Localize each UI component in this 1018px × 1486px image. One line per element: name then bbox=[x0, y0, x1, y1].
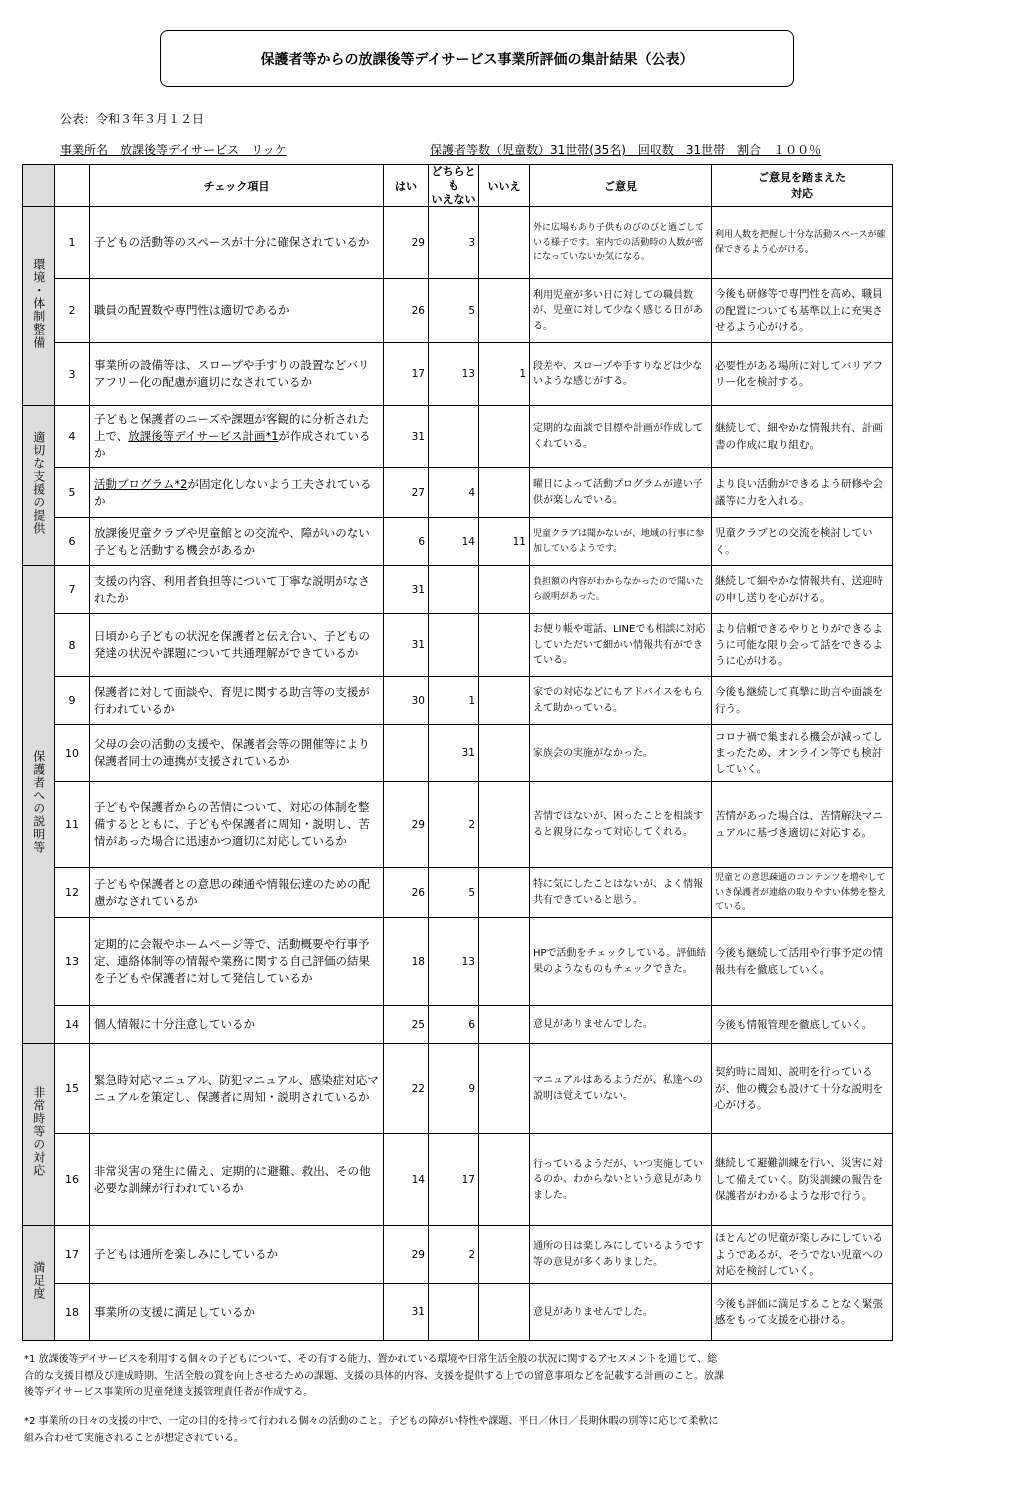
check-item: 職員の配置数や専門性は適切であるか bbox=[90, 279, 384, 343]
response: 継続して細やかな情報共有、送迎時の申し送りを心がける。 bbox=[712, 566, 893, 614]
row-number: 16 bbox=[55, 1134, 90, 1226]
no-count bbox=[479, 1284, 530, 1341]
publish-date: 公表：令和３年３月１２日 bbox=[60, 112, 205, 126]
neither-count bbox=[429, 614, 479, 677]
yes-count: 29 bbox=[384, 207, 429, 279]
no-count bbox=[479, 868, 530, 918]
check-item: 保護者に対して面談や、育児に関する助言等の支援が行われているか bbox=[90, 677, 384, 725]
check-item: 子どもは通所を楽しみにしているか bbox=[90, 1226, 384, 1284]
check-item: 緊急時対応マニュアル、防犯マニュアル、感染症対応マニュアルを策定し、保護者に周知・説明されているか bbox=[90, 1044, 384, 1134]
check-item: 非常災害の発生に備え、定期的に避難、救出、その他必要な訓練が行われているか bbox=[90, 1134, 384, 1226]
opinion: 意見がありませんでした。 bbox=[530, 1006, 712, 1044]
header-neither-line1: どちらとも bbox=[431, 165, 476, 192]
header-no: いいえ bbox=[479, 165, 530, 207]
check-item: 支援の内容、利用者負担等について丁寧な説明がなされたか bbox=[90, 566, 384, 614]
table-row bbox=[23, 677, 893, 725]
neither-count: 9 bbox=[429, 1044, 479, 1134]
row-number: 10 bbox=[55, 725, 90, 782]
footnote-2: *2 事業所の日々の支援の中で、一定の目的を持って行われる個々の活動のこと。子どもの障がい特性や課題、平日／休日／長期休暇の別等に応じて柔軟に組み合わせて実施されることが想定されている。 bbox=[24, 1416, 719, 1444]
yes-count: 25 bbox=[384, 1006, 429, 1044]
row-number: 8 bbox=[55, 614, 90, 677]
row-number: 1 bbox=[55, 207, 90, 279]
check-item bbox=[90, 468, 384, 518]
no-count bbox=[479, 782, 530, 868]
document-title: 保護者等からの放課後等デイサービス事業所評価の集計結果（公表） bbox=[160, 30, 794, 87]
no-count bbox=[479, 725, 530, 782]
yes-count: 29 bbox=[384, 1226, 429, 1284]
row-number: 4 bbox=[55, 406, 90, 468]
check-item: 子どもや保護者との意思の疎通や情報伝達のための配慮がなされているか bbox=[90, 868, 384, 918]
row-number: 13 bbox=[55, 918, 90, 1006]
no-count bbox=[479, 1134, 530, 1226]
row-number: 6 bbox=[55, 518, 90, 566]
neither-count: 13 bbox=[429, 343, 479, 406]
yes-count: 22 bbox=[384, 1044, 429, 1134]
yes-count: 27 bbox=[384, 468, 429, 518]
yes-count: 14 bbox=[384, 1134, 429, 1226]
opinion: 負担額の内容がわからなかったので聞いたら説明があった。 bbox=[530, 566, 712, 614]
yes-count: 29 bbox=[384, 782, 429, 868]
row-number: 18 bbox=[55, 1284, 90, 1341]
response: 継続して避難訓練を行い、災害に対して備えていく。防災訓練の報告を保護者がわかるような形で行う。 bbox=[712, 1134, 893, 1226]
opinion: HPで活動をチェックしている。評価結果のようなものもチェックできた。 bbox=[530, 918, 712, 1006]
header-check-item: チェック項目 bbox=[90, 165, 384, 207]
response: 今後も継続して真摯に助言や面談を行う。 bbox=[712, 677, 893, 725]
neither-count bbox=[429, 566, 479, 614]
no-count bbox=[479, 279, 530, 343]
table-row bbox=[23, 279, 893, 343]
check-item: 事業所の支援に満足しているか bbox=[90, 1284, 384, 1341]
check-item: 定期的に会報やホームページ等で、活動概要や行事予定、連絡体制等の情報や業務に関する自己評価の結果を子どもや保護者に対して発信しているか bbox=[90, 918, 384, 1006]
neither-count: 5 bbox=[429, 868, 479, 918]
row-number: 9 bbox=[55, 677, 90, 725]
header-response-line2: 対応 bbox=[791, 186, 813, 200]
opinion: 外に広場もあり子供ものびのびと過ごしている様子です。室内での活動時の人数が密になっていないか気になる。 bbox=[530, 207, 712, 279]
opinion: 行っているようだが、いつ実施しているのか、わからないという意見がありました。 bbox=[530, 1134, 712, 1226]
check-item: 事業所の設備等は、スロープや手すりの設置などバリアフリー化の配慮が適切になされているか bbox=[90, 343, 384, 406]
yes-count: 31 bbox=[384, 1284, 429, 1341]
yes-count: 31 bbox=[384, 614, 429, 677]
response: より信頼できるやりとりができるように可能な限り会って話をできるように心がける。 bbox=[712, 614, 893, 677]
row-number: 3 bbox=[55, 343, 90, 406]
response: 契約時に周知、説明を行っているが、他の機会も設けて十分な説明を心がける。 bbox=[712, 1044, 893, 1134]
yes-count: 6 bbox=[384, 518, 429, 566]
table-row bbox=[23, 406, 893, 468]
header-number bbox=[55, 165, 90, 207]
response: 児童クラブとの交流を検討していく。 bbox=[712, 518, 893, 566]
response: 利用人数を把握し十分な活動スペースが確保できるよう心がける。 bbox=[712, 207, 893, 279]
table-row bbox=[23, 614, 893, 677]
yes-count: 31 bbox=[384, 566, 429, 614]
table-row bbox=[23, 1284, 893, 1341]
yes-count: 26 bbox=[384, 279, 429, 343]
row-number: 12 bbox=[55, 868, 90, 918]
response: 継続して、細やかな情報共有、計画書の作成に取り組む。 bbox=[712, 406, 893, 468]
opinion: 家での対応などにもアドバイスをもらえて助かっている。 bbox=[530, 677, 712, 725]
neither-count: 6 bbox=[429, 1006, 479, 1044]
category-explanation: 保護者への説明等 bbox=[23, 566, 55, 1044]
no-count bbox=[479, 614, 530, 677]
opinion: 段差や、スロープや手すりなどは少ないような感じがする。 bbox=[530, 343, 712, 406]
neither-count bbox=[429, 406, 479, 468]
header-response-line1: ご意見を踏まえた bbox=[758, 171, 846, 185]
table-row bbox=[23, 725, 893, 782]
no-count bbox=[479, 406, 530, 468]
check-item-text: 子どもと保護者のニーズや課題が客観的に分析された上で、 bbox=[94, 411, 370, 444]
opinion: 通所の日は楽しみにしているようです等の意見が多くありました。 bbox=[530, 1226, 712, 1284]
no-count bbox=[479, 566, 530, 614]
neither-count bbox=[429, 1284, 479, 1341]
neither-count: 1 bbox=[429, 677, 479, 725]
neither-count: 2 bbox=[429, 782, 479, 868]
neither-count: 13 bbox=[429, 918, 479, 1006]
check-item: 子どもや保護者からの苦情について、対応の体制を整備するとともに、子どもや保護者に周知・説明し、苦情があった場合に迅速かつ適切に対応しているか bbox=[90, 782, 384, 868]
no-count bbox=[479, 918, 530, 1006]
category-environment: 環境・体制整備 bbox=[23, 207, 55, 406]
neither-count: 2 bbox=[429, 1226, 479, 1284]
table-row bbox=[23, 518, 893, 566]
row-number: 7 bbox=[55, 566, 90, 614]
header-category bbox=[23, 165, 55, 207]
opinion: マニュアルはあるようだが、私達への説明は覚えていない。 bbox=[530, 1044, 712, 1134]
check-item: 子どもの活動等のスペースが十分に確保されているか bbox=[90, 207, 384, 279]
evaluation-table bbox=[22, 164, 893, 1341]
row-number: 2 bbox=[55, 279, 90, 343]
table-row bbox=[23, 1134, 893, 1226]
program-link-text: 活動プログラム*2 bbox=[94, 476, 188, 491]
opinion: 特に気にしたことはないが、よく情報共有できていると思う。 bbox=[530, 868, 712, 918]
table-row bbox=[23, 1226, 893, 1284]
table-row bbox=[23, 868, 893, 918]
no-count bbox=[479, 1044, 530, 1134]
yes-count bbox=[384, 725, 429, 782]
yes-count: 30 bbox=[384, 677, 429, 725]
neither-count: 3 bbox=[429, 207, 479, 279]
yes-count: 18 bbox=[384, 918, 429, 1006]
table-row bbox=[23, 1006, 893, 1044]
no-count bbox=[479, 468, 530, 518]
no-count: 11 bbox=[479, 518, 530, 566]
neither-count: 31 bbox=[429, 725, 479, 782]
table-row bbox=[23, 782, 893, 868]
row-number: 14 bbox=[55, 1006, 90, 1044]
row-number: 5 bbox=[55, 468, 90, 518]
response: より良い活動ができるよう研修や会議等に力を入れる。 bbox=[712, 468, 893, 518]
table-row bbox=[23, 918, 893, 1006]
response: 今後も評価に満足することなく緊張感をもって支援を心掛ける。 bbox=[712, 1284, 893, 1341]
neither-count: 14 bbox=[429, 518, 479, 566]
neither-count: 4 bbox=[429, 468, 479, 518]
yes-count: 26 bbox=[384, 868, 429, 918]
opinion: 意見がありませんでした。 bbox=[530, 1284, 712, 1341]
table-header-row bbox=[23, 165, 893, 207]
check-item-text: が固定化しないよう工夫されているか bbox=[94, 476, 372, 508]
response: 苦情があった場合は、苦情解決マニュアルに基づき適切に対応する。 bbox=[712, 782, 893, 868]
opinion: お便り帳や電話、LINEでも相談に対応していただいて細かい情報共有ができている。 bbox=[530, 614, 712, 677]
response: 必要性がある場所に対してバリアフリー化を検討する。 bbox=[712, 343, 893, 406]
check-item bbox=[90, 406, 384, 468]
header-response bbox=[712, 165, 893, 207]
opinion: 定期的な面談で目標や計画が作成してくれている。 bbox=[530, 406, 712, 468]
opinion: 苦情ではないが、困ったことを相談すると親身になって対応してくれる。 bbox=[530, 782, 712, 868]
response: ほとんどの児童が楽しみにしているようであるが、そうでない児童への対応を検討していく。 bbox=[712, 1226, 893, 1284]
no-count bbox=[479, 1006, 530, 1044]
category-emergency: 非常時等の対応 bbox=[23, 1044, 55, 1226]
response: 児童との意思疎通のコンテンツを増やしていき保護者が連絡の取りやすい体勢を整えている。 bbox=[712, 868, 893, 918]
table-row bbox=[23, 468, 893, 518]
no-count bbox=[479, 677, 530, 725]
facility-name: 事業所名 放課後等デイサービス リッケ bbox=[60, 143, 287, 157]
table-row bbox=[23, 1044, 893, 1134]
no-count: 1 bbox=[479, 343, 530, 406]
no-count bbox=[479, 1226, 530, 1284]
opinion: 利用児童が多い日に対しての職員数が、児童に対して少なく感じる日がある。 bbox=[530, 279, 712, 343]
neither-count: 5 bbox=[429, 279, 479, 343]
check-item: 日頃から子どもの状況を保護者と伝え合い、子どもの発達の状況や課題について共通理解ができているか bbox=[90, 614, 384, 677]
header-opinion: ご意見 bbox=[530, 165, 712, 207]
plan-link-text: 放課後等デイサービス計画*1 bbox=[128, 429, 279, 444]
neither-count: 17 bbox=[429, 1134, 479, 1226]
opinion: 児童クラブは聞かないが、地域の行事に参加しているようです。 bbox=[530, 518, 712, 566]
row-number: 11 bbox=[55, 782, 90, 868]
response: 今後も研修等で専門性を高め、職員の配置についても基準以上に充実させるよう心がける。 bbox=[712, 279, 893, 343]
table-row bbox=[23, 343, 893, 406]
check-item: 父母の会の活動の支援や、保護者会等の開催等により保護者同士の連携が支援されているか bbox=[90, 725, 384, 782]
check-item: 個人情報に十分注意しているか bbox=[90, 1006, 384, 1044]
category-satisfaction: 満足度 bbox=[23, 1226, 55, 1341]
check-item-text: が作成されているか bbox=[94, 429, 371, 461]
yes-count: 17 bbox=[384, 343, 429, 406]
footnote-1: *1 放課後等デイサービスを利用する個々の子どもについて、その有する能力、置かれている環境や日常生活全般の状況に関するアセスメントを通じて、総合的な支援目標及び達成時期、生活全般の質を向上させるための課題、支援の具体的内容、支援を提供する上での留意事項などを記載する計画のこと。放課後等デイサービス事業所の児童発達支援管理責任者が作成する。 bbox=[24, 1354, 724, 1398]
table-row bbox=[23, 566, 893, 614]
header-neither-line2: いえない bbox=[431, 192, 476, 206]
check-item: 放課後児童クラブや児童館との交流や、障がいのない子どもと活動する機会があるか bbox=[90, 518, 384, 566]
response: コロナ禍で集まれる機会が減ってしまったため、オンライン等でも検討していく。 bbox=[712, 725, 893, 782]
header-neither bbox=[429, 165, 479, 207]
category-support: 適切な支援の提供 bbox=[23, 406, 55, 566]
guardian-summary: 保護者等数（児童数）31世帯(35名) 回収数 31世帯 割合 １００％ bbox=[430, 143, 822, 157]
table-row bbox=[23, 207, 893, 279]
no-count bbox=[479, 207, 530, 279]
header-yes: はい bbox=[384, 165, 429, 207]
row-number: 17 bbox=[55, 1226, 90, 1284]
opinion: 家族会の実施がなかった。 bbox=[530, 725, 712, 782]
yes-count: 31 bbox=[384, 406, 429, 468]
response: 今後も情報管理を徹底していく。 bbox=[712, 1006, 893, 1044]
row-number: 15 bbox=[55, 1044, 90, 1134]
opinion: 曜日によって活動プログラムが違い子供が楽しんでいる。 bbox=[530, 468, 712, 518]
response: 今後も継続して活用や行事予定の情報共有を徹底していく。 bbox=[712, 918, 893, 1006]
